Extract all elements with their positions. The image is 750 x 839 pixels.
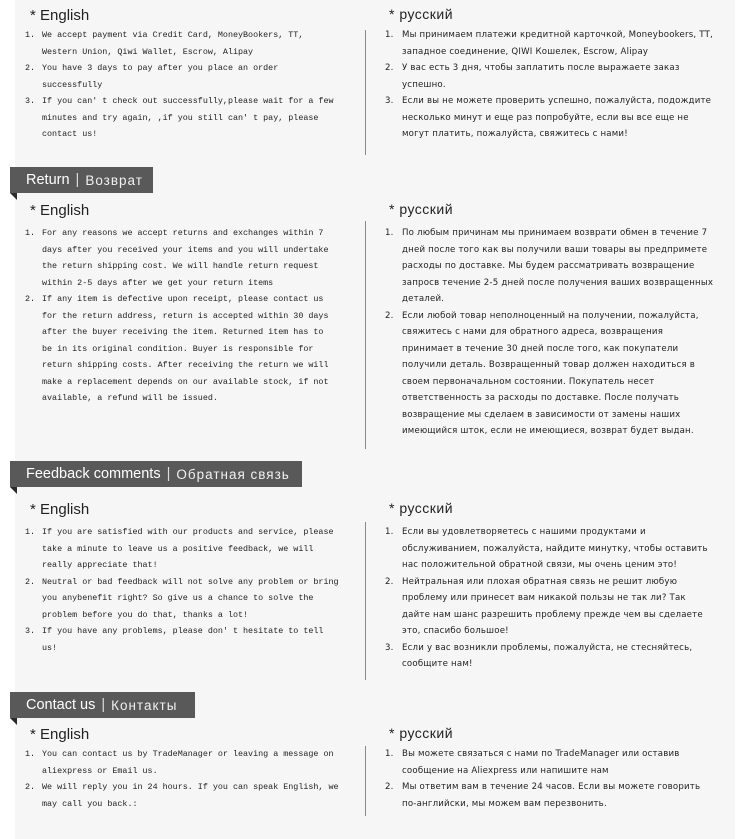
- english-title: * English: [30, 202, 90, 219]
- banner-label-ru: Контакты: [111, 697, 178, 713]
- russian-list: [385, 225, 715, 440]
- column-divider: [365, 746, 366, 816]
- list-item: 1. Вы можете связаться с нами по TradeManager или оставив сообщение на Aliexpress или напишите нам: [385, 749, 680, 776]
- list-item: 2. Neutral or bad feedback will not solve any problem or bring you anybenefit right? So give us a chance to solve the problem before you do that, thanks a lot!: [25, 576, 339, 620]
- section-return: [0, 195, 750, 455]
- section-contact: [0, 724, 750, 839]
- list-item: 1. If you are satisfied with our products and service, please take a minute to leave us a positive feedback, we will really appreciate that!: [25, 527, 334, 570]
- section-payment: [0, 0, 750, 160]
- list-item: 1. We accept payment via Credit Card, MoneyBookers, TT, Western Union, Qiwi Wallet, Escrow, Alipay: [25, 30, 304, 57]
- section-banner-return: [10, 167, 153, 193]
- banner-separator: |: [166, 466, 171, 482]
- section-feedback: [0, 494, 750, 684]
- russian-title: * русский: [389, 6, 454, 22]
- section-banner-feedback: [10, 461, 302, 487]
- banner-fold: [10, 487, 17, 494]
- list-item: 3. If you can' t check out successfully,please wait for a few minutes and try again, ,if you still can' t pay, please contact us!: [25, 96, 334, 139]
- column-divider: [365, 221, 366, 449]
- english-list: [25, 746, 345, 812]
- column-divider: [365, 30, 366, 155]
- list-item: 3. Если у вас возникли проблемы, пожалуйста, не стесняйтесь, сообщите нам!: [385, 642, 693, 669]
- banner-label-en: Return: [26, 172, 70, 188]
- banner-label-ru: Возврат: [85, 172, 143, 188]
- russian-title: * русский: [389, 500, 454, 516]
- list-item: 1. You can contact us by TradeManager or leaving a message on aliexpress or Email us.: [25, 749, 334, 776]
- list-item: 3. If you have any problems, please don' t hesitate to tell us!: [25, 626, 324, 653]
- english-title: * English: [30, 7, 90, 24]
- russian-title: * русский: [389, 201, 454, 217]
- list-item: 2. We will reply you in 24 hours. If you can speak English, we may call you back.:: [25, 782, 339, 809]
- list-item: 2. If any item is defective upon receipt, please contact us for the return address, return is accepted within 30 days after the buyer receiving the item. Returned item has to be in its original condition. Buyer is responsible for return shipping costs. After receiving the return we will make a replacement depends on our available stock, if not available, a refund will be issued.: [25, 294, 329, 403]
- list-item: 1. Если вы удовлетворяетесь с нашими продуктами и обслуживанием, пожалуйста, найдите минутку, чтобы оставить нас положительной обратной связи, мы очень ценим это!: [385, 527, 708, 570]
- list-item: 1. For any reasons we accept returns and exchanges within 7 days after you received your items and you will undertake the return shipping cost. We will handle return request within 2-5 days after we get your return items: [25, 228, 329, 288]
- list-item: 2. You have 3 days to pay after you place an order successfully: [25, 63, 279, 90]
- list-item: 1. Мы принимаем платежи кредитной карточкой, Moneybookers, TT, западное соединение, QIWI Кошелек, Escrow, Alipay: [385, 30, 713, 57]
- column-divider: [365, 522, 366, 680]
- russian-title: * русский: [389, 725, 454, 741]
- russian-list: [385, 524, 715, 673]
- english-list: [25, 225, 335, 407]
- section-banner-contact: [10, 692, 195, 718]
- english-title: * English: [30, 726, 90, 743]
- list-item: 2. У вас есть 3 дня, чтобы заплатить после выражаете заказ успешно.: [385, 63, 680, 90]
- list-item: 1. По любым причинам мы принимаем возврати обмен в течение 7 дней после того как вы получили ваши товары вы предприметe расходы по доставке. Мы будем рассматривать возвращение запросв течение 2-5 дней после получения ваших возвращенных деталей.: [385, 228, 714, 304]
- list-item: 2. Нейтральная или плохая обратная связь не решит любую проблему или принесет вам никакой пользы не так ли? Так дайте нам шанс разрешить проблему прежде чем вы сделаете это, спасибо большое!: [385, 576, 703, 636]
- russian-list: [385, 27, 715, 143]
- russian-list: [385, 746, 715, 812]
- banner-label-ru: Обратная связь: [176, 466, 290, 482]
- english-list: [25, 27, 335, 143]
- list-item: 2. Если любой товар неполноценный на получении, пожалуйста, свяжитесь с нами для обратного адреса, возвращения принимает в течение 30 дней после того, как покупатели получили деталь. Возвращенный товар должен находиться в своем первоначальном состоянии. Покупатель несет ответственность за расходы по доставке. После получать возвращение мы сделаем в зависимости от замены наших имеющийся шток, если не имеющиеся, возврат будет выдан.: [385, 310, 699, 436]
- banner-separator: |: [101, 697, 106, 713]
- list-item: 3. Если вы не можете проверить успешно, пожалуйста, подождите несколько минут и еще раз попробуйте, если вы все еще не могут платить, пожалуйста, свяжитесь с нами!: [385, 96, 712, 139]
- list-item: 2. Мы ответим вам в течение 24 часов. Если вы можете говорить по-английски, мы можем вам перезвонить.: [385, 782, 701, 809]
- banner-separator: |: [75, 172, 80, 188]
- banner-label-en: Feedback comments: [26, 466, 161, 482]
- english-title: * English: [30, 501, 90, 518]
- english-list: [25, 524, 340, 656]
- banner-label-en: Contact us: [26, 697, 96, 713]
